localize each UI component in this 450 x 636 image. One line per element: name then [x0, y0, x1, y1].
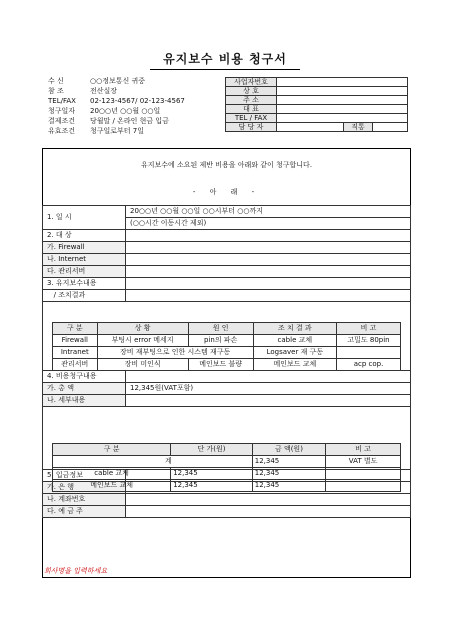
work-header-cause: 원 인	[188, 323, 253, 335]
billing-date-value: 20○○년 ○○월 ○○일	[90, 107, 161, 115]
target-firewall-label: 가. Firewall	[43, 242, 126, 254]
work-cell: 장비 미인식	[97, 359, 188, 371]
total-value: 12,345원(VAT포함)	[126, 383, 411, 395]
company-name-placeholder[interactable]: 회사명을 입력하세요	[44, 567, 108, 575]
payment-terms-key: 결제조건	[48, 117, 76, 125]
target-internet-value[interactable]	[126, 254, 411, 266]
work-cell: Intranet	[53, 347, 98, 359]
table-row	[53, 335, 401, 347]
section-3-value-2[interactable]	[126, 290, 411, 302]
intro-text: 유지보수에 소요된 제반 비용을 아래와 같이 청구합니다.	[140, 161, 313, 169]
validity-row	[48, 126, 185, 136]
cost-cell: 12,345	[171, 480, 253, 492]
cost-cell	[326, 480, 401, 492]
section-5-label: 5. 입금정보	[43, 470, 126, 482]
recipient-row	[48, 76, 185, 86]
table-row	[53, 456, 401, 468]
section-4-value[interactable]	[126, 371, 411, 383]
work-header-situation: 상 황	[97, 323, 188, 335]
cost-header-unit-price: 단 가(원)	[171, 444, 253, 456]
section-3-value[interactable]	[126, 278, 411, 290]
work-cell	[336, 347, 400, 359]
cost-total-label: 계	[53, 456, 253, 468]
account-label: 나. 계좌번호	[43, 494, 126, 506]
reference-row	[48, 86, 185, 96]
work-cell: Logsaver 재 구동	[253, 347, 336, 359]
work-cell: acp cop.	[336, 359, 400, 371]
cost-table	[52, 443, 401, 492]
reference-key: 참 조	[48, 87, 64, 95]
table-row	[53, 359, 401, 371]
telfax-key: TEL/FAX	[48, 97, 76, 105]
work-header-result: 조 치 결 과	[253, 323, 336, 335]
work-cell: Firewall	[53, 335, 98, 347]
cost-cell: 메인보드 교체	[53, 480, 171, 492]
section-4-label: 4. 비용청구내용	[43, 371, 126, 383]
work-cell: 메인보드 불량	[188, 359, 253, 371]
section-3-label-1: 3. 유지보수내용	[43, 278, 126, 290]
cost-cell: cable 교체	[53, 468, 171, 480]
work-cell: 관리서버	[53, 359, 98, 371]
cost-total-note: VAT 별도	[326, 456, 401, 468]
work-cell: 부팅시 error 메세지	[97, 335, 188, 347]
telfax-label: TEL / FAX	[226, 114, 277, 123]
work-cell: 고밀도 80pin	[336, 335, 400, 347]
document-title: 유지보수 비용 청구서	[150, 50, 300, 70]
cost-cell: 12,345	[252, 468, 325, 480]
recipient-value: ○○정보통신 귀중	[90, 77, 146, 85]
direct-line-field[interactable]	[373, 123, 408, 132]
account-field[interactable]	[126, 494, 411, 506]
cost-cell: 12,345	[252, 480, 325, 492]
telfax-value: 02-123-4567/ 02-123-4567	[90, 97, 185, 105]
telfax-row	[48, 96, 185, 106]
address-field[interactable]	[277, 96, 408, 105]
target-internet-label: 나. Internet	[43, 254, 126, 266]
holder-field[interactable]	[126, 506, 411, 518]
supplier-table	[225, 77, 408, 132]
cost-cell	[326, 468, 401, 480]
section-1-line2: (○○시간 이동시간 제외)	[126, 218, 411, 230]
section-1-label: 1. 일 시	[43, 206, 126, 230]
work-cell: 메인보드 교체	[253, 359, 336, 371]
detail-label: 나. 세부내용	[43, 395, 126, 407]
validity-value: 청구일로부터 7일	[90, 127, 145, 135]
recipient-key: 수 신	[48, 77, 64, 85]
billing-date-key: 청구일자	[48, 107, 76, 115]
cost-total-amount: 12,345	[252, 456, 325, 468]
cost-cell: 12,345	[171, 468, 253, 480]
recipient-info	[48, 76, 185, 136]
holder-label: 다. 예 금 주	[43, 506, 126, 518]
payment-terms-value: 당월말 / 온라인 현금 입금	[90, 117, 169, 125]
section-1-line1: 20○○년 ○○월 ○○일 ○○시부터 ○○까지	[126, 206, 411, 218]
manager-label: 담 당 자	[226, 123, 277, 132]
direct-line-label: 직통	[344, 123, 373, 132]
reg-no-field[interactable]	[277, 78, 408, 87]
cost-header-note: 비 고	[326, 444, 401, 456]
work-table	[52, 322, 401, 371]
cost-header-amount: 금 액(원)	[252, 444, 325, 456]
work-cell: cable 교체	[253, 335, 336, 347]
reference-value: 전산실장	[90, 87, 118, 95]
section-3-label-2: / 조치결과	[43, 290, 126, 302]
table-row	[53, 468, 401, 480]
supplier-telfax-field[interactable]	[277, 114, 408, 123]
section-2-value[interactable]	[126, 230, 411, 242]
rep-field[interactable]	[277, 105, 408, 114]
manager-field[interactable]	[277, 123, 344, 132]
table-row	[53, 347, 401, 359]
reg-no-label: 사업자번호	[226, 78, 277, 87]
payment-terms-row	[48, 116, 185, 126]
below-heading: - 아 래 -	[192, 188, 261, 196]
target-firewall-value[interactable]	[126, 242, 411, 254]
work-cell: 장비 재부팅으로 인한 시스템 재구동	[97, 347, 253, 359]
work-cell: pin의 파손	[188, 335, 253, 347]
bank-label: 가. 은 행	[43, 482, 126, 494]
target-server-value[interactable]	[126, 266, 411, 278]
total-label: 가. 총 액	[43, 383, 126, 395]
address-label: 주 소	[226, 96, 277, 105]
validity-key: 유효조건	[48, 127, 76, 135]
billing-date-row	[48, 106, 185, 116]
detail-value[interactable]	[126, 395, 411, 407]
company-field[interactable]	[277, 87, 408, 96]
work-header-note: 비 고	[336, 323, 400, 335]
section-2-label: 2. 대 상	[43, 230, 126, 242]
cost-header-category: 구 분	[53, 444, 171, 456]
rep-label: 대 표	[226, 105, 277, 114]
company-label: 상 호	[226, 87, 277, 96]
target-server-label: 다. 관리서버	[43, 266, 126, 278]
work-header-category: 구 분	[53, 323, 98, 335]
table-row	[53, 480, 401, 492]
